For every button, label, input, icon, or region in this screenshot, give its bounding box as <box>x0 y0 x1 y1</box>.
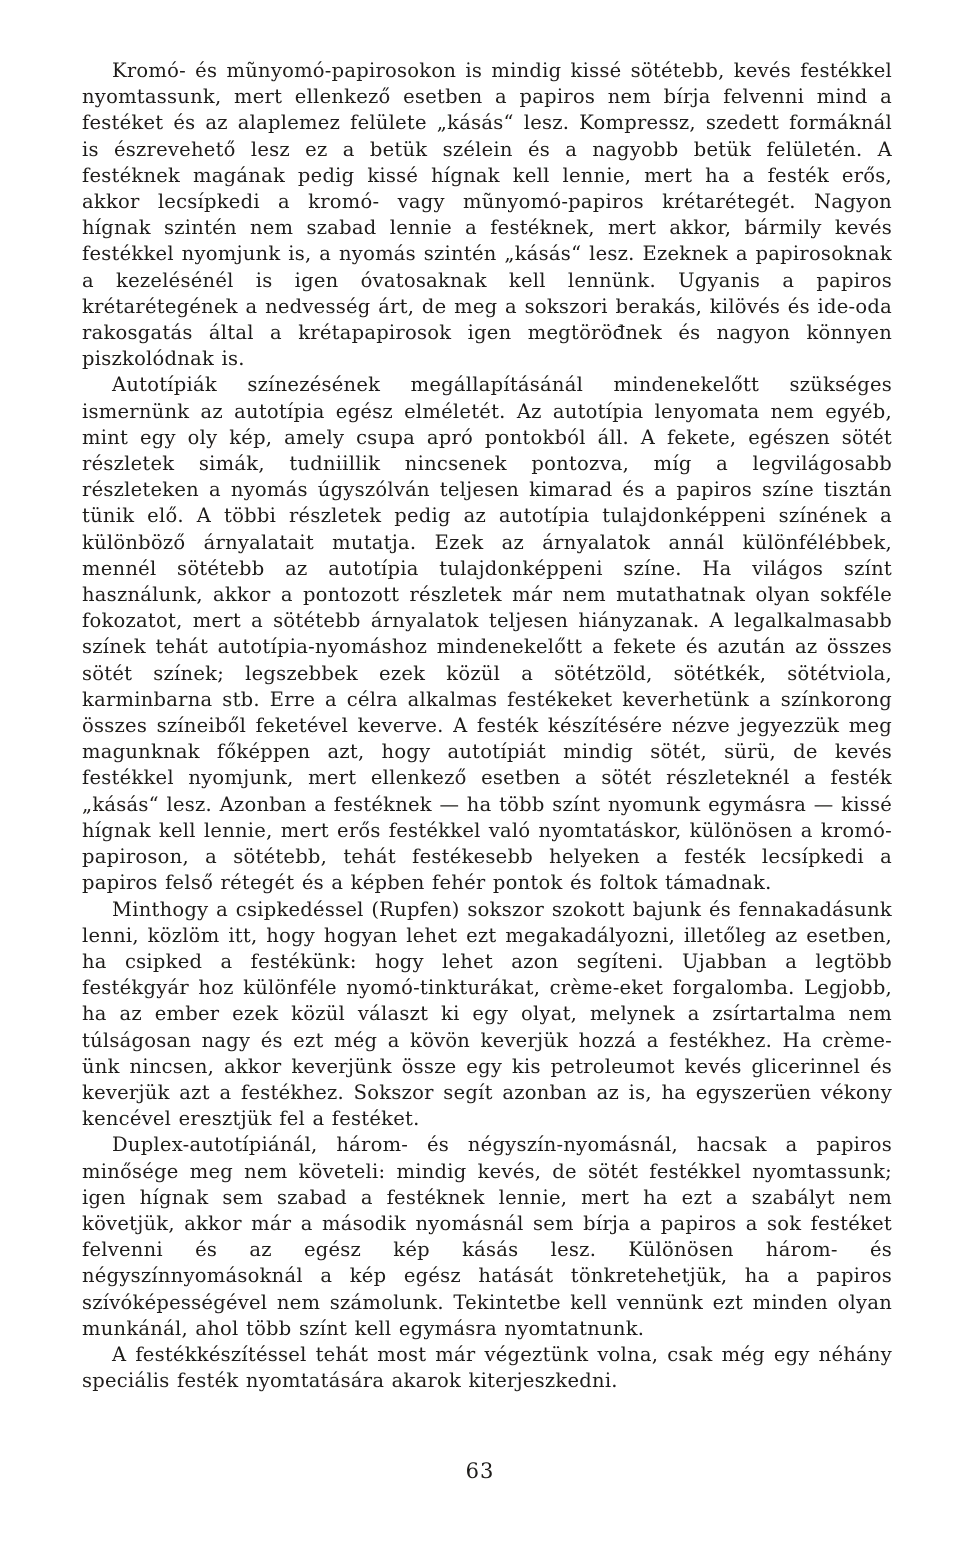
paragraph-duplex-printing: Duplex-autotípiánál, három- és négyszín-nyomásnál, hacsak a papiros minősége meg nem követeli: mindig kevés, de sötét festékkel nyomtassunk; igen hígnak sem szabad a festéknek lennie, mert ha ezt a szabályt nem követjük, akkor már a második nyomásnál sem bírja a papiros a sok festéket felvenni és az egész kép kásás lesz. Különösen három- és négyszínnyomásoknál a kép egész hatását tönkretehetjük, ha a papiros szívóképességével nem számolunk. Tekintetbe kell vennünk ezt minden olyan munkánál, ahol több színt kell egymásra nyomtatnunk. <box>82 1133 892 1340</box>
paragraph-conclusion: A festékkészítéssel tehát most már végeztünk volna, csak még egy néhány speciális festék nyomtatására akarok kiterjeszkedni. <box>82 1342 892 1393</box>
page-body <box>82 58 892 1394</box>
paragraph-autotype-coloring: Autotípiák színezésének megállapításánál mindenekelőtt szükséges ismernünk az autotípia egész elméletét. Az autotípia lenyomata nem egyéb, mint egy oly kép, amely csupa apró pontokból áll. A fekete, egészen sötét részletek simák, tudniillik nincsenek pontozva, míg a legvilágosabb részleteken a nyomás úgyszólván teljesen kimarad és a papiros színe tisztán tünik elő. A többi részletek pedig az autotípia tulajdonképpeni színének a különböző árnyalatait mutatja. Ezek az árnyalatok annál különfélébbek, mennél sötétebb az autotípia tulajdonképpeni színe. Ha világos színt használunk, akkor a pontozott részletek már nem mutathatnak olyan sokféle fokozatot, mert a sötétebb árnyalatok teljesen hiányzanak. A legalkalmasabb színek tehát autotípia-nyomáshoz mindenekelőtt a fekete és azután az összes sötét színek; legszebbek ezek közül a sötétzöld, sötétkék, sötétviola, karminbarna stb. Erre a célra alkalmas festékeket keverhetünk a színkorong összes színeiből feketével keverve. A festék készítésére nézve jegyezzük meg magunknak főképpen azt, hogy autotípiát mindig sötét, sürü, de kevés festékkel nyomjunk, mert ellenkező esetben a sötét részleteknél a festék „kásás“ lesz. Azonban a festéknek — ha több színt nyomunk egymásra — kissé hígnak kell lennie, mert erős festékkel való nyomtatáskor, különösen a kromó-papiroson, a sötétebb, tehát festékesebb helyeken a festék lecsípkedi a papiros felső rétegét és a képben fehér pontok és foltok támadnak. <box>82 373 892 895</box>
paragraph-picking-remedy: Minthogy a csipkedéssel (Rupfen) sokszor szokott bajunk és fennakadásunk lenni, közlöm itt, hogy hogyan lehet ezt megakadályozni, illetőleg az esetben, ha csipked a festékünk: hogy lehet azon segíteni. Ujabban a legtöbb festékgyár hoz különféle nyomó-tinkturákat, crème-eket forgalomba. Legjobb, ha az ember ezek közül választ ki egy olyat, melynek a zsírtartalma nem túlságosan nagy és ezt még a kövön keverjük hozzá a festékhez. Ha crème-ünk nincsen, akkor keverjünk össze egy kis petroleumot kevés glicerinnel és keverjük azt a festékhez. Sokszor segít azonban az is, ha egyszerüen vékony kencével eresztjük fel a festéket. <box>82 897 892 1131</box>
paragraph-chromo-paper: Kromó- és mũnyomó-papirosokon is mindig kissé sötétebb, kevés festékkel nyomtassunk, mert ellenkező esetben a papiros nem bírja felvenni mind a festéket és az alaplemez felülete „kásás“ lesz. Kompressz, szedett formáknál is észrevehető lesz ez a betük szélein és a nagyobb betük felületén. A festéknek magának pedig kissé hígnak kell lennie, mert ha a festék erős, akkor lecsípkedi a kromó- vagy mũnyomó-papiros krétarétegét. Nagyon hígnak szintén nem szabad lennie a festéknek, mert akkor, bármily kevés festékkel nyomjunk is, a nyomás szintén „kásás“ lesz. Ezeknek a papirosoknak a kezelésénél is igen óvatosaknak kell lennünk. Ugyanis a papiros krétarétegének a nedvesség árt, de meg a sokszori berakás, kilövés és ide-oda rakosgatás által a krétapapirosok igen megtöröđnek és nagyon könnyen piszkolódnak is. <box>82 59 892 371</box>
page-number: 63 <box>465 1459 495 1483</box>
